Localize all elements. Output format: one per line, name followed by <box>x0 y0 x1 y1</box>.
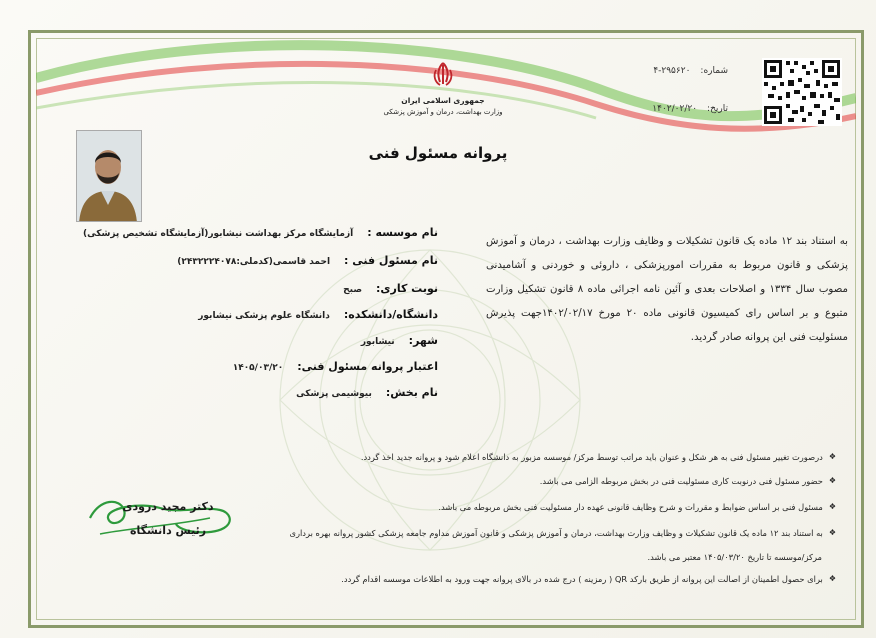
iran-emblem-icon <box>428 60 458 90</box>
diamond-bullet-icon: ❖ <box>828 574 836 583</box>
number-label: شماره: <box>700 66 728 76</box>
diamond-bullet-icon: ❖ <box>828 502 836 511</box>
person-portrait-icon <box>76 131 141 222</box>
validity-value: ۱۴۰۵/۰۳/۲۰ <box>232 363 284 373</box>
signatory-name: دکتر مجید درودی <box>122 500 214 513</box>
signatory-role: رئیس دانشگاه <box>129 524 207 537</box>
signature-scribble <box>80 488 240 548</box>
diamond-bullet-icon: ❖ <box>828 476 836 485</box>
shift-value: صبح <box>343 285 363 295</box>
university-value: دانشگاه علوم پزشکی نیشابور <box>198 311 330 321</box>
institution-label: نام موسسه : <box>367 226 438 239</box>
city-row <box>361 334 438 347</box>
number-value: ۴-۲۹۵۶۲۰ <box>653 66 691 76</box>
diamond-bullet-icon: ❖ <box>828 452 836 461</box>
personnel-photo <box>76 130 142 222</box>
shift-row <box>343 282 438 295</box>
note-text: درصورت تغییر مسئول فنی به هر شکل و عنوان باید مراتب توسط مرکز/ موسسه مزبور به دانشگاه اعلام شود و پروانه جدید اخذ گردد. <box>360 452 823 462</box>
section-row <box>296 386 438 399</box>
note-item <box>540 476 836 486</box>
note-item <box>341 574 836 584</box>
note-item <box>438 502 836 512</box>
university-row <box>198 308 438 321</box>
city-value: نیشابور <box>360 337 395 347</box>
manager-label: نام مسئول فنی : <box>344 254 438 267</box>
ministry-name-line1: جمهوری اسلامی ایران <box>401 96 485 105</box>
section-label: نام بخش: <box>385 386 438 399</box>
institution-row <box>83 226 438 239</box>
section-value: بیوشیمی پزشکی <box>296 389 372 399</box>
validity-row <box>233 360 438 373</box>
date-row <box>652 104 728 114</box>
institution-value: آزمایشگاه مرکز بهداشت نیشابور(آزمایشگاه تشخیص پزشکی) <box>83 229 354 239</box>
flag-swoosh-decoration <box>36 38 856 148</box>
number-row <box>653 66 728 76</box>
note-text: حضور مسئول فنی درنوبت کاری مسئولیت فنی در بخش مربوطه الزامی می باشد. <box>539 476 823 486</box>
note-item <box>289 528 836 538</box>
manager-row <box>177 254 438 267</box>
note-text: مسئول فنی بر اساس ضوابط و مقررات و شرح وظایف قانونی عهده دار مسئولیت فنی بخش مربوطه می باشد. <box>438 502 823 512</box>
intro-paragraph: به استناد بند ۱۲ ماده یک قانون تشکیلات و وظایف وزارت بهداشت ، درمان و آموزش پزشکی و قانون مربوط به مقررات امورپزشکی ، داروئی و خوردنی و آشامیدنی مصوب سال ۱۳۳۴ و اصلاحات بعدی و آئین نامه اجرائی ماده ۸ قانون تشکیل وزارت متبوع و بر اساس رای کمیسیون قانونی ماده ۲۰ مورخ ۱۴۰۲/۰۲/۱۷جهت پذیرش مسئولیت فنی این پروانه صادر گردید. <box>486 236 848 343</box>
note-continuation: مرکز/موسسه تا تاریخ ۱۴۰۵/۰۳/۲۰ معتبر می باشد. <box>647 552 822 562</box>
shift-label: نوبت کاری: <box>376 282 438 295</box>
university-label: دانشگاه/دانشکده: <box>343 308 438 321</box>
qr-code-icon[interactable] <box>762 58 842 126</box>
note-text: به استناد بند ۱۲ ماده یک قانون تشکیلات و وظایف وزارت بهداشت، درمان و آموزش پزشکی و قانون آموزش مداوم جامعه پزشکی کشور پروانه بهره برداری <box>289 528 823 538</box>
diamond-bullet-icon: ❖ <box>828 528 836 537</box>
city-label: شهر: <box>408 334 438 347</box>
document-title: پروانه مسئول فنی <box>368 144 508 162</box>
manager-value: احمد قاسمی(کدملی:۲۴۳۲۲۲۴۰۷۸) <box>177 257 331 267</box>
note-item <box>361 452 836 462</box>
validity-label: اعتبار پروانه مسئول فنی: <box>297 360 438 373</box>
note-text: برای حصول اطمینان از اصالت این پروانه از طریق بارکد QR ( رمزینه ) درج شده در بالای پروانه جهت ورود به اطلاعات موسسه اقدام گردد. <box>341 574 823 584</box>
date-value: ۱۴۰۲/۰۲/۲۰ <box>652 104 698 114</box>
date-label: تاریخ: <box>707 104 728 114</box>
ministry-name-line2: وزارت بهداشت، درمان و آموزش پزشکی <box>383 108 503 116</box>
